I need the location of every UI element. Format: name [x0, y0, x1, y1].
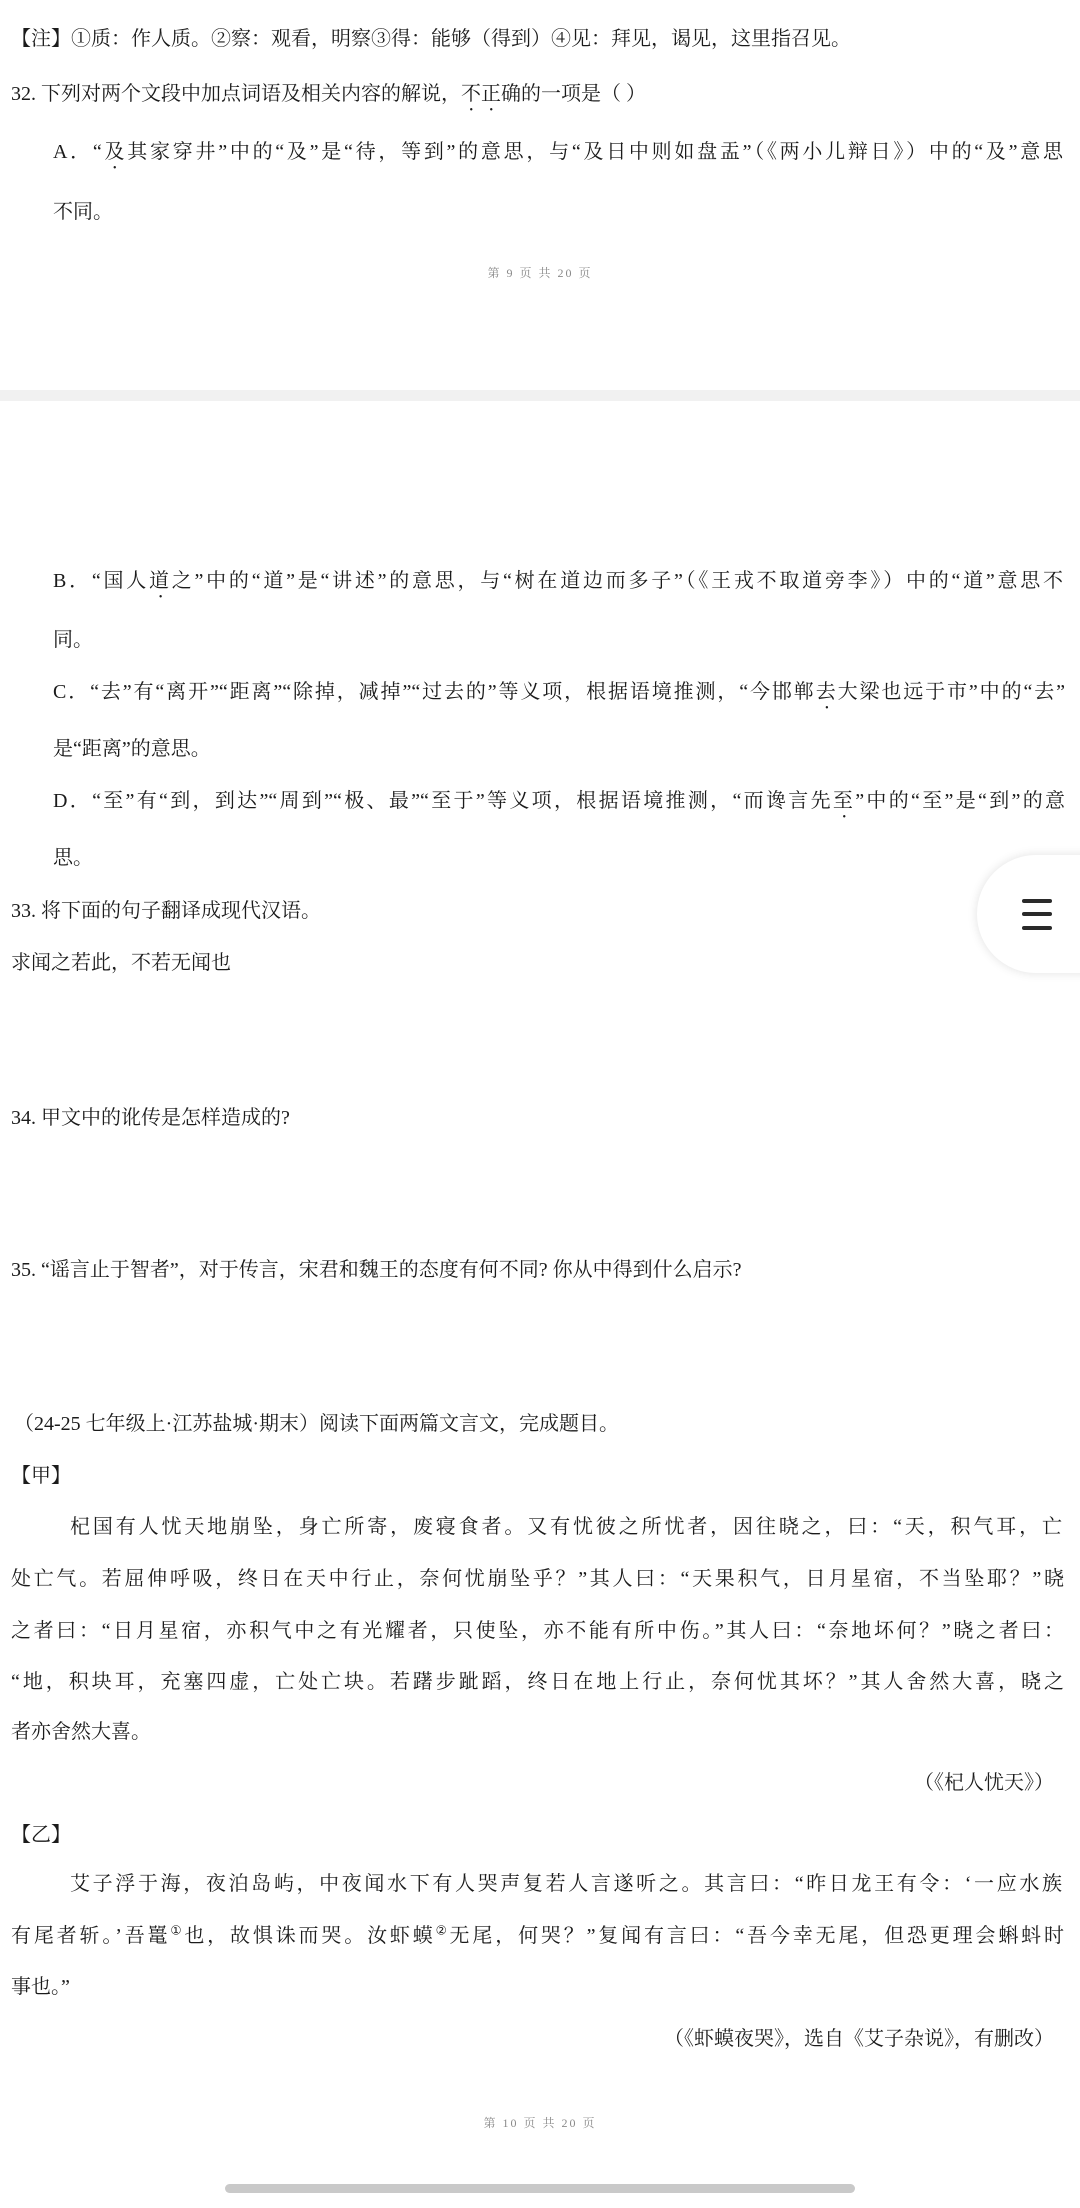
- option-c-line-2: 是“距离”的意思。: [53, 738, 211, 760]
- passage-yi-text: 有尾者斩。’吾鼍: [11, 1925, 171, 1947]
- passage-yi-line: [11, 1923, 1064, 1949]
- option-b-line-1: [53, 568, 1063, 603]
- passage-yi-label: 【乙】: [11, 1824, 71, 1846]
- passage-jia-source: （《杞人忧天》）: [914, 1772, 1054, 1794]
- option-c-line-1: [53, 679, 1065, 714]
- passage-yi-line: 艾子浮于海，夜泊岛屿，中夜闻水下有人哭声复若人言遂听之。其言曰：“昨日龙王有令：‘一应水族: [70, 1873, 1062, 1895]
- option-c-text: C．“去”有“离开”“距离”“除掉，减掉”“过去的”等义项，根据语境推测，“今邯郸: [53, 681, 816, 703]
- passage-jia-line: “地，积块耳，充塞四虚，亡处亡块。若躇步跐蹈，终日在地上行止，奈何忧其坏？”其人舍然大喜，晓之: [11, 1671, 1064, 1693]
- notes-line: 【注】①质：作人质。②察：观看，明察③得：能够（得到）④见：拜见，谒见，这里指召见。: [11, 28, 851, 50]
- footnote-marker: ②: [435, 1923, 450, 1938]
- question-32-text-end: 确的一项是（ ）: [501, 83, 646, 105]
- emphasized-word: 至: [832, 790, 856, 812]
- passage-yi-line: 事也。”: [11, 1976, 70, 1998]
- passage-intro: （24-25 七年级上·江苏盐城·期末）阅读下面两篇文言文，完成题目。: [14, 1413, 619, 1435]
- passage-jia-label: 【甲】: [11, 1465, 71, 1487]
- passage-jia-line: 处亡气。若屈伸呼吸，终日在天中行止，奈何忧崩坠乎？”其人曰：“天果积气，日月星宿，不当坠耶？”晓: [11, 1568, 1064, 1590]
- question-32-text: 32. 下列对两个文段中加点词语及相关内容的解说，: [11, 83, 461, 105]
- option-d-line-2: 思。: [53, 847, 93, 869]
- passage-yi-text: 也，故惧诛而哭。汝虾蟆: [184, 1925, 436, 1947]
- page-number-9: 第 9 页 共 20 页: [487, 266, 593, 280]
- option-d-line-1: [53, 788, 1065, 823]
- passage-yi-source: （《虾蟆夜哭》，选自《艾子杂说》，有删改）: [664, 2028, 1054, 2050]
- passage-jia-line: 杞国有人忧天地崩坠，身亡所寄，废寝食者。又有忧彼之所忧者，因往晓之，曰：“天，积气耳，亡: [70, 1516, 1062, 1538]
- option-b-text-end: 之”中的“道”是“讲述”的意思，与“树在道边而多子”（《王戎不取道旁李》）中的“道”意思不: [171, 570, 1064, 592]
- option-a-text-end: 其家穿井”中的“及”是“待，等到”的意思，与“及日中则如盘盂”（《两小儿辩日》）中的“及”意思: [127, 141, 1063, 163]
- option-d-text: D．“至”有“到，到达”“周到”“极、最”“至于”等义项，根据语境推测，“而谗言先: [53, 790, 833, 812]
- question-33: 33. 将下面的句子翻译成现代汉语。: [11, 900, 321, 922]
- passage-jia-line: 之者曰：“日月星宿，亦积气中之有光耀者，只使坠，亦不能有所中伤。”其人曰：“奈地坏何？”晓之者曰：: [11, 1620, 1064, 1642]
- option-b-text: B．“国人: [53, 570, 150, 592]
- emphasized-word: 不正: [461, 83, 501, 105]
- question-34: 34. 甲文中的讹传是怎样造成的?: [11, 1107, 290, 1129]
- emphasized-word: 去: [815, 681, 838, 703]
- question-32: [11, 81, 646, 116]
- menu-icon: [1022, 899, 1052, 930]
- passage-yi-text: 无尾，何哭？”复闻有言曰：“吾今幸无尾，但恐更理会蝌蚪时: [449, 1925, 1064, 1947]
- home-indicator[interactable]: [225, 2184, 855, 2193]
- question-35: 35. “谣言止于智者”，对于传言，宋君和魏王的态度有何不同? 你从中得到什么启示?: [11, 1259, 742, 1281]
- menu-button[interactable]: [977, 855, 1080, 973]
- page-separator: [0, 390, 1080, 401]
- option-a-line-1: [53, 139, 1063, 174]
- option-a-text: A．“: [53, 141, 102, 163]
- question-33-sentence: 求闻之若此，不若无闻也: [11, 952, 231, 974]
- option-c-text-end: 大梁也远于市”中的“去”: [837, 681, 1065, 703]
- option-b-line-2: 同。: [53, 629, 93, 651]
- emphasized-word: 及: [101, 141, 128, 163]
- passage-jia-line: 者亦舍然大喜。: [11, 1721, 151, 1743]
- page-number-10: 第 10 页 共 20 页: [483, 2116, 597, 2130]
- option-a-line-2: 不同。: [53, 201, 113, 223]
- footnote-marker: ①: [170, 1923, 185, 1938]
- emphasized-word: 道: [149, 570, 172, 592]
- option-d-text-end: ”中的“至”是“到”的意: [855, 790, 1066, 812]
